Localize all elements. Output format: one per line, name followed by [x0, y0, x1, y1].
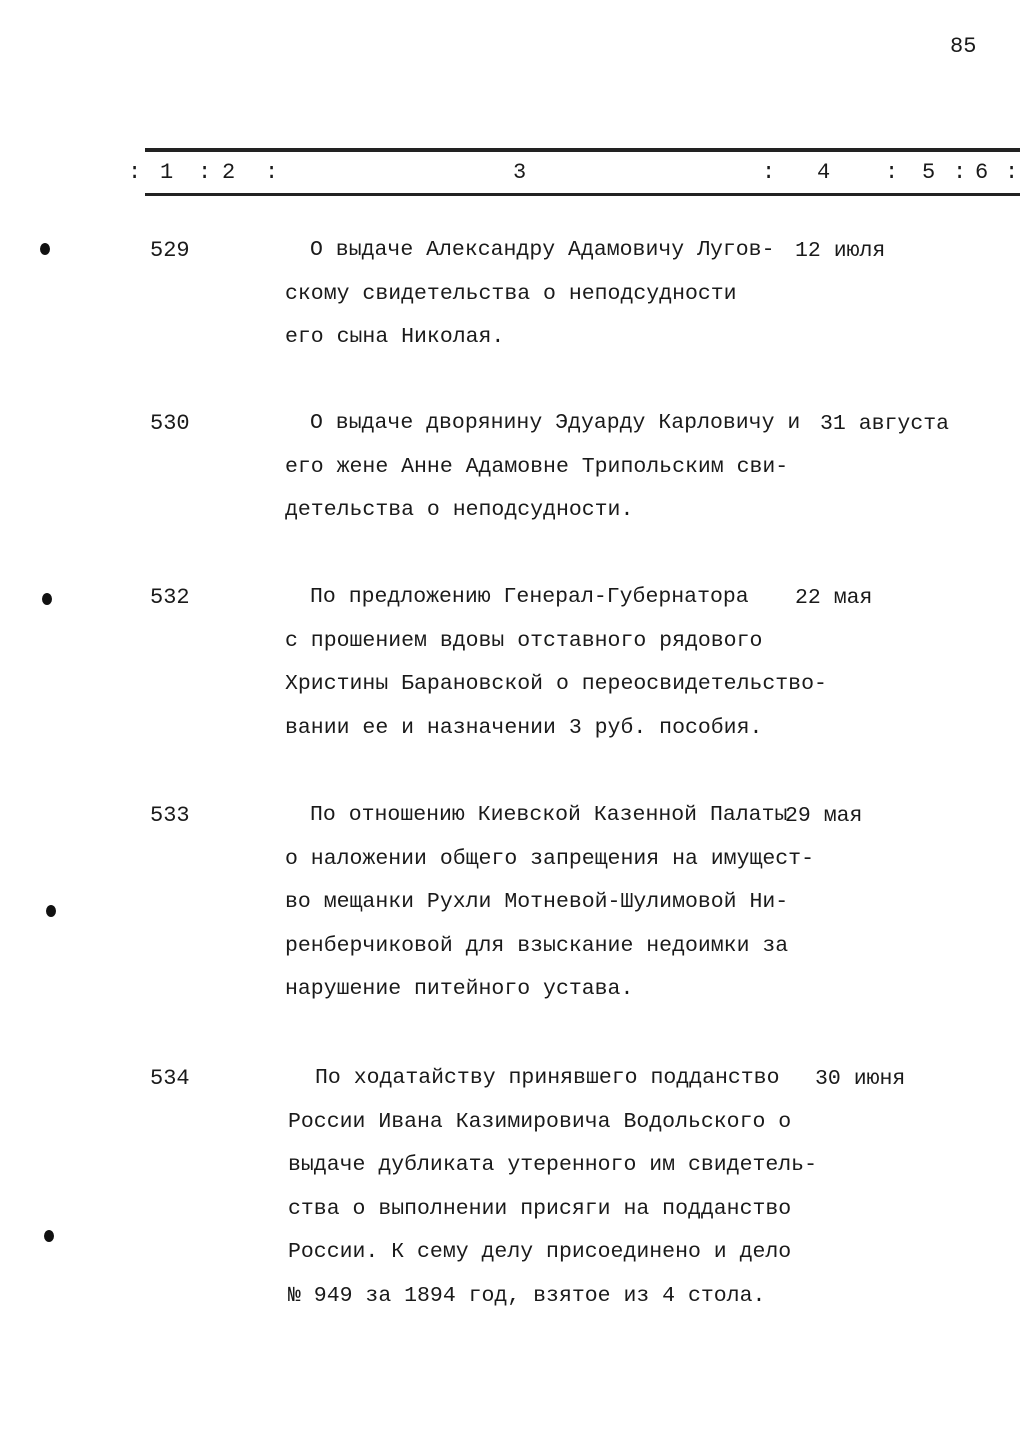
entry-number: 529 [150, 238, 190, 263]
entry-text-line: По ходатайству принявшего подданство [315, 1066, 780, 1090]
entry-date: 31 августа [820, 412, 950, 436]
entry-text-line: России Ивана Казимировича Водольского о [288, 1109, 792, 1134]
col-4: 4 [817, 160, 831, 185]
col-sep: : [885, 160, 899, 185]
entry-text-line: ства о выполнении присяги на подданство [288, 1196, 792, 1221]
col-1: 1 [160, 160, 174, 185]
binding-hole-mark [44, 1230, 54, 1242]
entry-number: 534 [150, 1066, 190, 1091]
page-number: 85 [950, 34, 977, 59]
col-5: 5 [922, 160, 936, 185]
entry-text-line: России. К сему делу присоединено и дело [288, 1240, 792, 1264]
entry-text-line: вании ее и назначении 3 руб. пособия. [285, 715, 763, 740]
entry-date: 29 мая [785, 804, 863, 828]
entry-text-line: его жене Анне Адамовне Трипольским сви- [285, 454, 789, 479]
col-sep: : [1005, 160, 1019, 185]
entry-text-line: нарушение питейного устава. [285, 977, 634, 1001]
col-6: 6 [975, 160, 989, 185]
entry-text-line: скому свидетельства о неподсудности [285, 281, 737, 306]
entry-number: 530 [150, 411, 190, 436]
entry-text-line: детельства о неподсудности. [285, 498, 634, 522]
col-sep: : [762, 160, 776, 185]
entry-number: 532 [150, 585, 190, 610]
entry-text-line: По отношению Киевской Казенной Палаты [310, 803, 788, 827]
entry-text-line: во мещанки Рухли Мотневой-Шулимовой Ни- [285, 890, 789, 914]
binding-hole-mark [40, 243, 50, 255]
entry-text-line: Христины Барановской о переосвидетельство- [285, 672, 827, 696]
entry-text-line: выдаче дубликата утеренного им свидетель- [288, 1153, 817, 1177]
col-sep: : [265, 160, 279, 185]
col-sep: : [128, 160, 142, 185]
entry-number: 533 [150, 803, 190, 828]
entry-date: 30 июня [815, 1067, 906, 1091]
entry-text-line: По предложению Генерал-Губернатора [310, 585, 749, 609]
col-2: 2 [222, 160, 236, 185]
binding-hole-mark [46, 905, 56, 917]
entry-date: 22 мая [795, 586, 873, 610]
col-sep: : [953, 160, 967, 185]
entry-date: 12 июля [795, 239, 886, 263]
col-3: 3 [513, 160, 527, 185]
entry-text-line: О выдаче Александру Адамовичу Лугов- [310, 238, 775, 262]
binding-hole-mark [42, 593, 52, 605]
entry-text-line: № 949 за 1894 год, взятое из 4 стола. [288, 1283, 766, 1308]
entry-text-line: ренберчиковой для взыскание недоимки за [285, 933, 789, 958]
header-top-rule [145, 148, 1020, 152]
entry-text-line: О выдаче дворянину Эдуарду Карловичу и [310, 411, 801, 435]
entry-text-line: о наложении общего запрещения на имущест- [285, 846, 814, 871]
entry-text-line: с прошением вдовы отставного рядового [285, 628, 763, 653]
header-bottom-rule [145, 193, 1020, 196]
entry-text-line: его сына Николая. [285, 325, 505, 349]
col-sep: : [198, 160, 212, 185]
